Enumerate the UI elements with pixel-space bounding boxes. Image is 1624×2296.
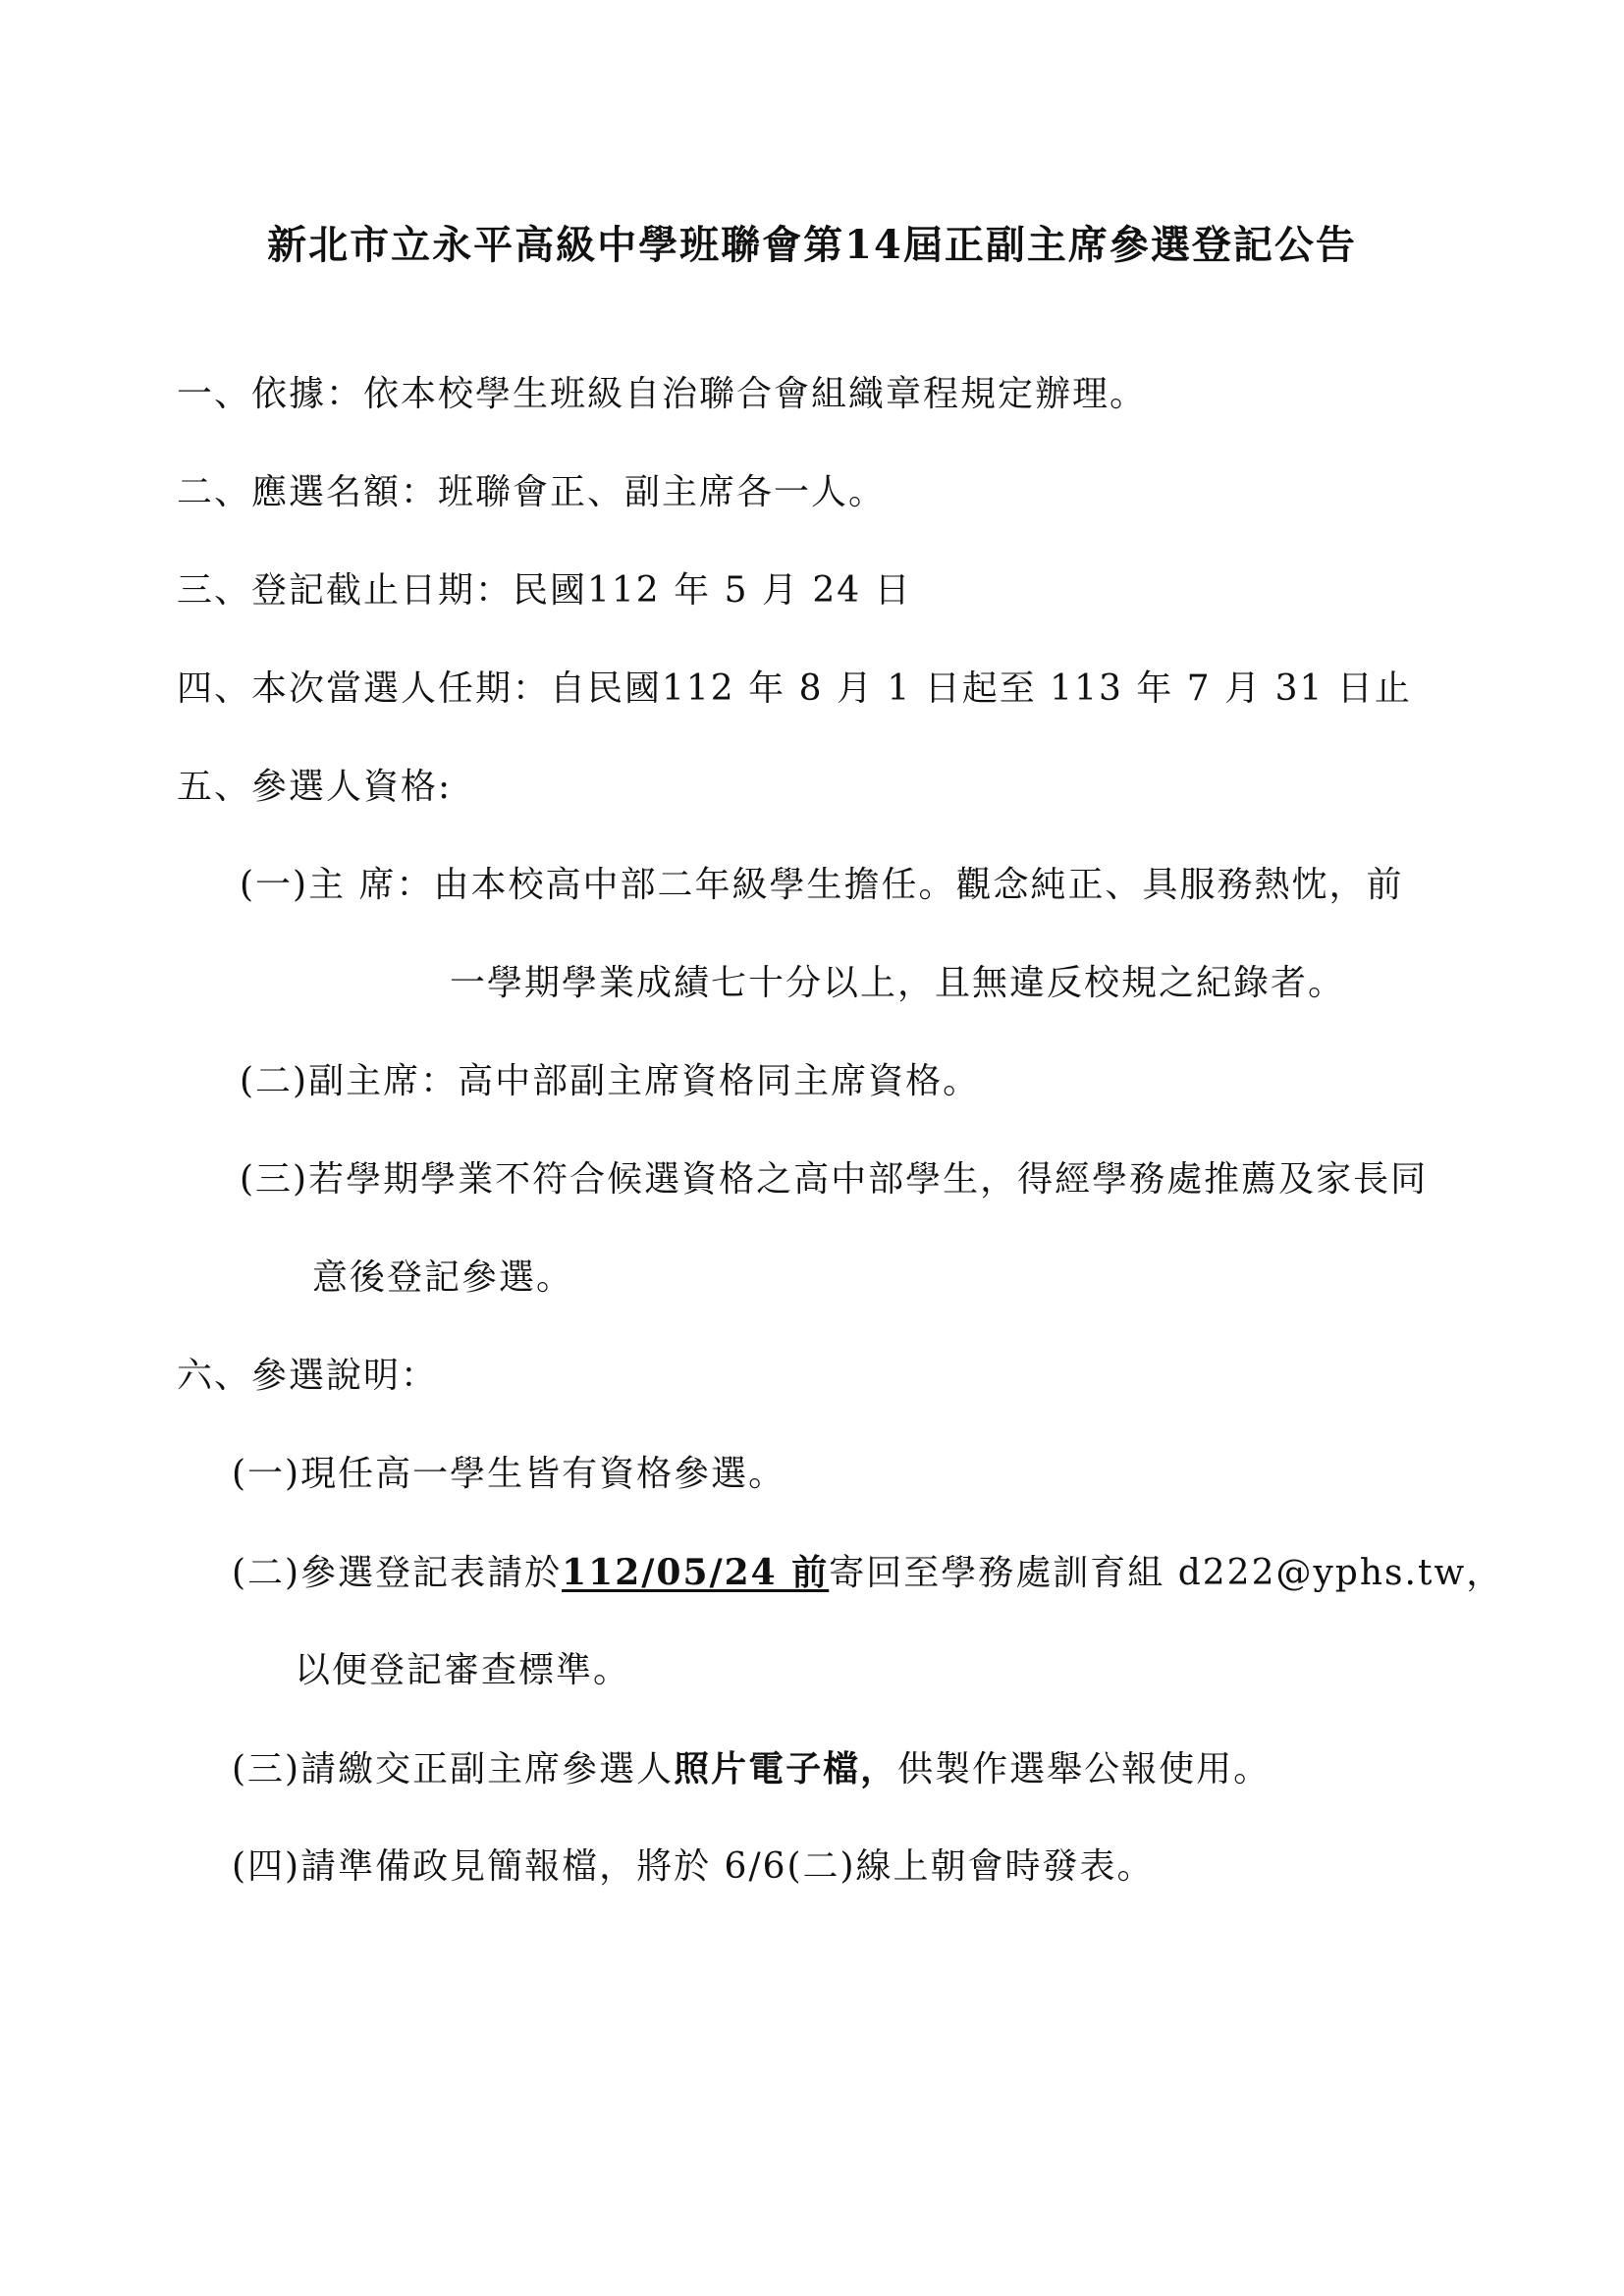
announcement-title: 新北市立永平高級中學班聯會第14屆正副主席參選登記公告 (267, 222, 1357, 268)
submission-suffix: 寄回至學務處訓育組 d222@yphs.tw， (829, 1553, 1504, 1593)
photo-prefix: (三)請繳交正副主席參選人 (232, 1749, 675, 1789)
item-basis: 一、依據：依本校學生班級自治聯合會組織章程規定辦理。 (177, 374, 1148, 414)
item-quota: 二、應選名額：班聯會正、副主席各一人。 (177, 472, 887, 512)
item-explanation-heading: 六、參選說明： (177, 1356, 439, 1396)
submission-prefix: (二)參選登記表請於 (232, 1553, 563, 1593)
qualification-chair: (一)主 席：由本校高中部二年級學生擔任。觀念純正、具服務熱忱，前 (240, 865, 1404, 905)
qualification-vice-chair: (二)副主席：高中部副主席資格同主席資格。 (240, 1061, 981, 1101)
item-term: 四、本次當選人任期：自民國112 年 8 月 1 日起至 113 年 7 月 31 日止 (177, 668, 1412, 709)
qualification-exception: (三)若學期學業不符合候選資格之高中部學生，得經學務處推薦及家長同 (240, 1159, 1429, 1200)
item-deadline: 三、登記截止日期：民國112 年 5 月 24 日 (177, 570, 912, 611)
photo-suffix: 供製作選舉公報使用。 (897, 1749, 1272, 1789)
explanation-submission (232, 1549, 1503, 1597)
explanation-photo (232, 1745, 1271, 1793)
submission-deadline: 112/05/24 前 (562, 1552, 830, 1593)
explanation-eligibility: (一)現任高一學生皆有資格參選。 (232, 1454, 786, 1494)
photo-emphasis: 照片電子檔， (674, 1748, 898, 1789)
item-qualification-heading: 五、參選人資格: (177, 767, 453, 807)
explanation-submission-continued: 以便登記審查標準。 (295, 1650, 631, 1690)
qualification-exception-continued: 意後登記參選。 (312, 1257, 574, 1298)
qualification-chair-continued: 一學期學業成績七十分以上，且無違反校規之紀錄者。 (450, 963, 1346, 1003)
explanation-presentation: (四)請準備政見簡報檔，將於 6/6(二)線上朝會時發表。 (232, 1846, 1155, 1887)
